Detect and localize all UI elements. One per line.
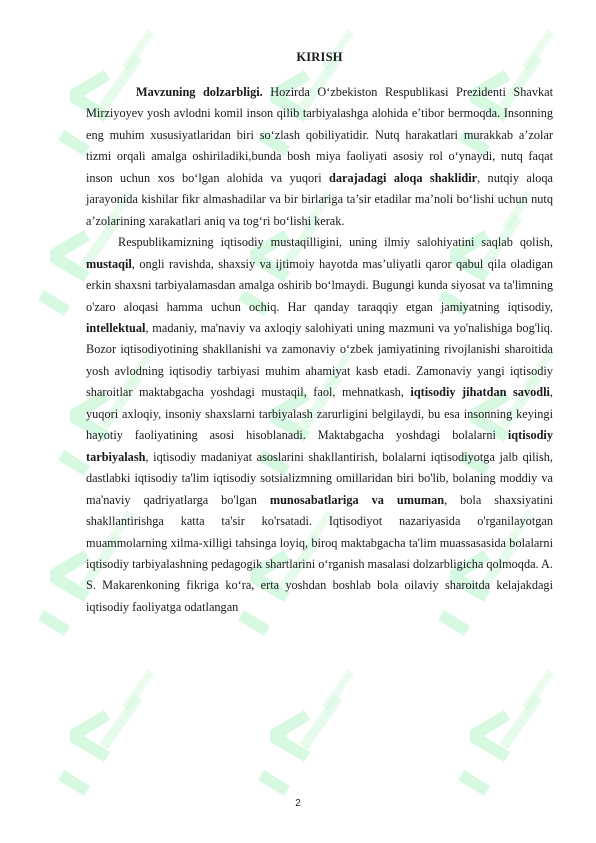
bold-text: iqtisodiy tarbiyalash: [86, 428, 553, 464]
body-text: , nutqiy aloqa jarayonida kishilar fikr almashadilar va bir birlariga ta’sir etadilar ma’noli bo‘lishi uchun nutq a’zolarining xarakatlari aniq va tog‘ri bo‘lishi kerak.: [86, 170, 553, 228]
document-body: [86, 50, 553, 618]
body-text: , yuqori axloqiy, insoniy shaxslarni tarbiyalash zarurligini belgilaydi, bu esa insonning keyingi hayotiy faoliyatining asosi hisoblanadi. Maktabgacha yoshdagi bolalarni: [86, 385, 553, 443]
body-text: Respublikamizning iqtisodiy mustaqilligini, uning ilmiy salohiyatini saqlab qolish,: [118, 235, 553, 250]
watermark-mark: [58, 670, 154, 796]
bold-text: darajadagi aloqa shaklidir: [329, 170, 478, 185]
body-text: , bola shaxsiyatini shakllantirishga katta ta'sir ko'rsatadi. Iqtisodiyot nazariyasida o'rganilayotgan muammolarning xilma-xilligi tahsinga loyiq, biroq maktabgacha ta'lim muassasasida bolalarni iqtisodiy tarbiyalashning pedagogik shartlarini o‘rganish masalasi dolzarbligicha qolmoqda. A. S. Makarenkoning fikriga ko‘ra, erta yoshdan boshlab bola oilaviy sharoitda kelajakdagi iqtisodiy faoliyatga odatlangan: [86, 492, 554, 614]
paragraph-relevance: [86, 82, 553, 232]
page-title: KIRISH: [296, 50, 343, 64]
body-text: , madaniy, ma'naviy va axloqiy salohiyati uning mazmuni va yo'nalishiga bog'liq. Bozor iqtisodiyotining shakllanishi va zamonaviy o‘zbek jamiyatining rivojlanishi sharoitida yosh avlodning iqtisodiy tarbiyasi muhim ahamiyat kasb etadi. Zamonaviy yangi iqtisodiy sharoitlar maktabgacha yoshdagi mustaqil, faol, mehnatkash,: [86, 320, 553, 400]
body-text: , ongli ravishda, shaxsiy va ijtimoiy hayotda mas’uliyatli qaror qabul qila oladigan erkin shaxsni tarbiyalamasdan amalga oshirib bo‘lmaydi. Bugungi kunda siyosat va ta'limning o'zaro aloqasi hamma uchun ochiq. Har qanday taraqqiy etgan jamiyatning iqtisodiy,: [86, 256, 553, 314]
bold-text: munosabatlariga va umuman: [269, 492, 445, 507]
body-text: Hozirda O‘zbekiston Respublikasi Prezidenti Shavkat Mirziyoyev yosh avlodni komil inson qilib tarbiyalashga alohida e’tibor bermoqda. Insonning eng muhim xususiyatlaridan biri so‘zlash qobiliyatidir. Nutq harakatlari murakkab a’zolar tizmi orqali amalga oshiriladiki,bunda bosh miya faoliyati asosiy rol o‘ynaydi, nutq faqat inson uchun xos bo‘lgan alohida va yuqori: [86, 85, 553, 185]
page-number: 2: [295, 798, 301, 809]
bold-text: intellektual: [86, 320, 146, 335]
bold-text: Mavzuning dolzarbligi.: [136, 85, 263, 99]
watermark-mark: [258, 670, 354, 796]
body-text: , iqtisodiy madaniyat asoslarini shakllantirish, bolalarni iqtisodiyotga jalb qilish, dastlabki iqtisodiy ta'lim iqtisodiy sotsializmning omillaridan biri bo'lib, bolaning moddiy va ma'naviy qadriyatlarga bo'lgan: [86, 449, 553, 507]
bold-text: iqtisodiy jihatdan savodli: [410, 385, 550, 400]
bold-text: mustaqil: [86, 256, 132, 271]
watermark-mark: [458, 670, 554, 796]
paragraph-economic-education: [86, 232, 553, 618]
